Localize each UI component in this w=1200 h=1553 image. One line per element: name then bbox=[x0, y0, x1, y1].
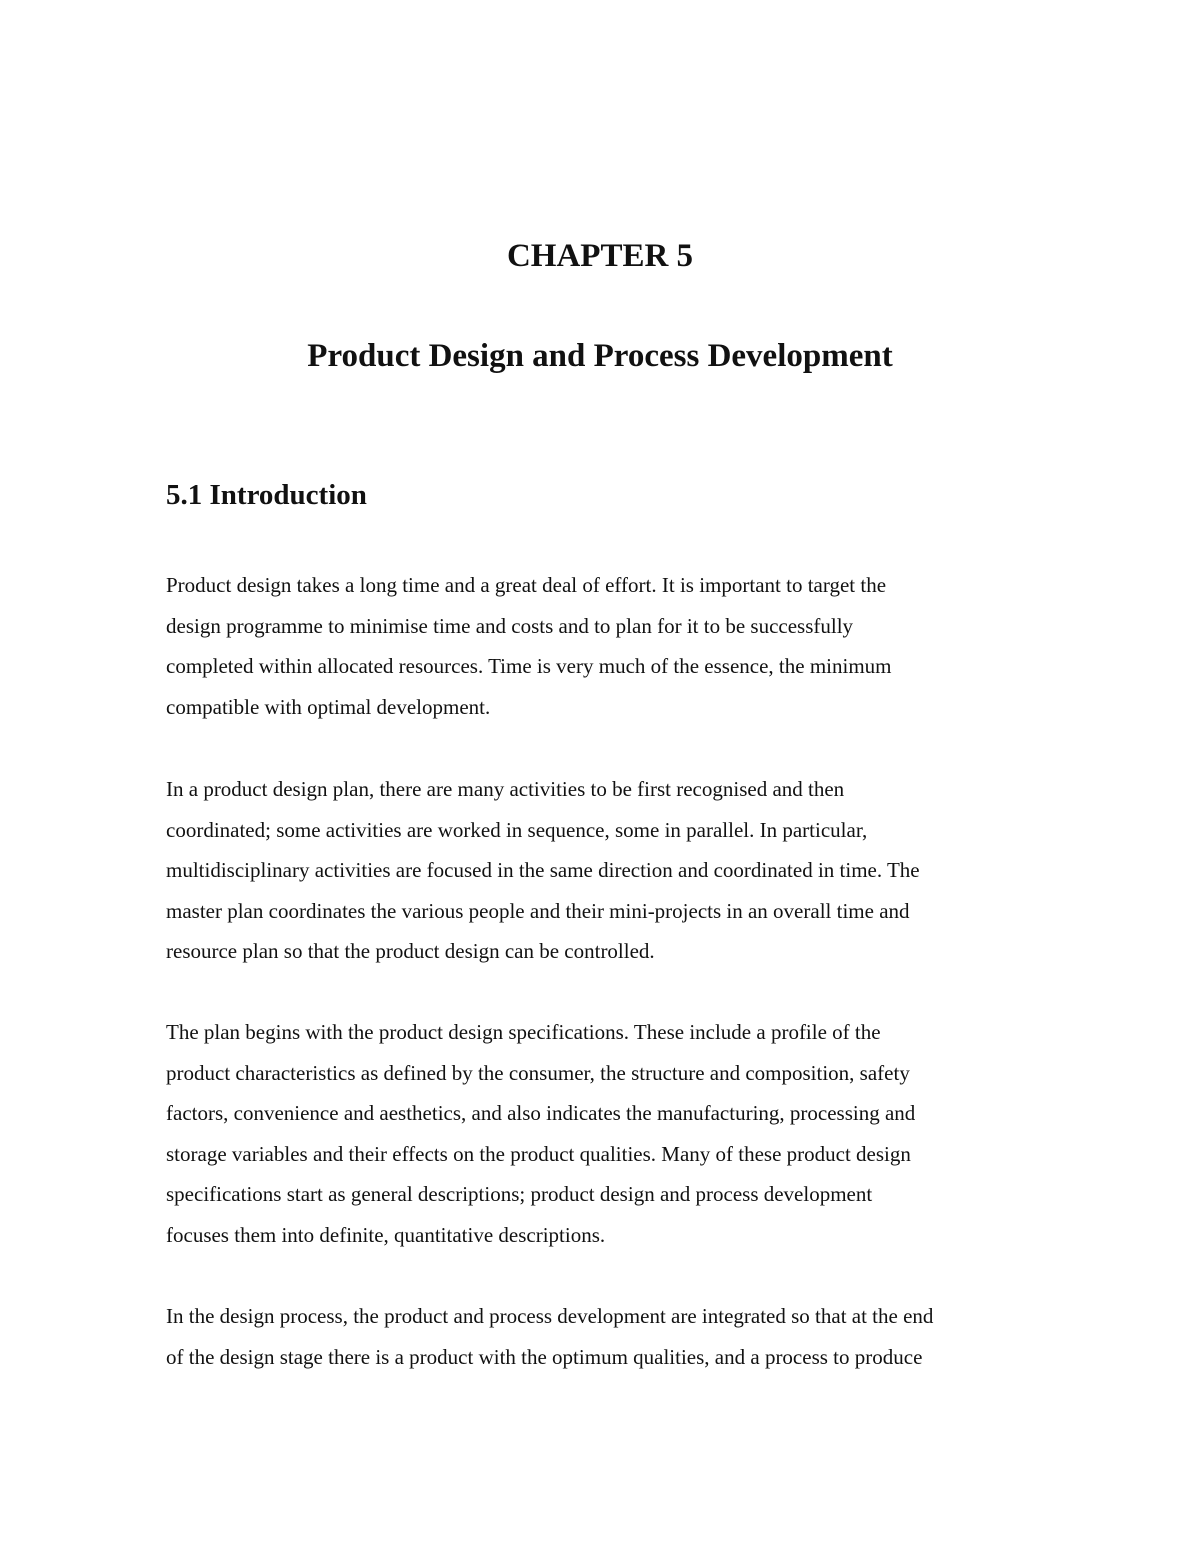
paragraph-intro-4 bbox=[166, 1296, 1046, 1377]
text-line: In a product design plan, there are many activities to be first recognised and then bbox=[166, 777, 845, 801]
text-line: multidisciplinary activities are focused in the same direction and coordinated in time. The bbox=[166, 858, 920, 882]
text-line: coordinated; some activities are worked in sequence, some in parallel. In particular, bbox=[166, 817, 868, 842]
text-line: Product design takes a long time and a great deal of effort. It is important to target the bbox=[166, 573, 887, 597]
paragraph-intro-1 bbox=[166, 565, 1046, 727]
text-line: focuses them into definite, quantitative descriptions. bbox=[166, 1222, 606, 1247]
paragraph-intro-3 bbox=[166, 1012, 1046, 1255]
chapter-number: CHAPTER 5 bbox=[506, 238, 694, 274]
text-line: The plan begins with the product design specifications. These include a profile of the bbox=[166, 1020, 881, 1044]
text-line: completed within allocated resources. Time is very much of the essence, the minimum bbox=[166, 654, 892, 678]
section-heading: 5.1 Introduction bbox=[166, 479, 367, 511]
text-line: storage variables and their effects on the product qualities. Many of these product design bbox=[166, 1141, 911, 1166]
text-line: resource plan so that the product design can be controlled. bbox=[166, 939, 655, 963]
text-line: design programme to minimise time and costs and to plan for it to be successfully bbox=[166, 613, 854, 638]
text-line: of the design stage there is a product with the optimum qualities, and a process to produce bbox=[166, 1344, 923, 1369]
text-line: specifications start as general descriptions; product design and process development bbox=[166, 1182, 873, 1206]
chapter-title: Product Design and Process Development bbox=[307, 338, 893, 374]
text-line: product characteristics as defined by the consumer, the structure and composition, safety bbox=[166, 1060, 910, 1085]
text-line: master plan coordinates the various people and their mini-projects in an overall time and bbox=[166, 898, 910, 923]
text-line: factors, convenience and aesthetics, and also indicates the manufacturing, processing and bbox=[166, 1101, 916, 1125]
text-line: compatible with optimal development. bbox=[166, 694, 491, 719]
text-line: In the design process, the product and process development are integrated so that at the end bbox=[166, 1304, 934, 1328]
paragraph-intro-2 bbox=[166, 769, 1046, 972]
